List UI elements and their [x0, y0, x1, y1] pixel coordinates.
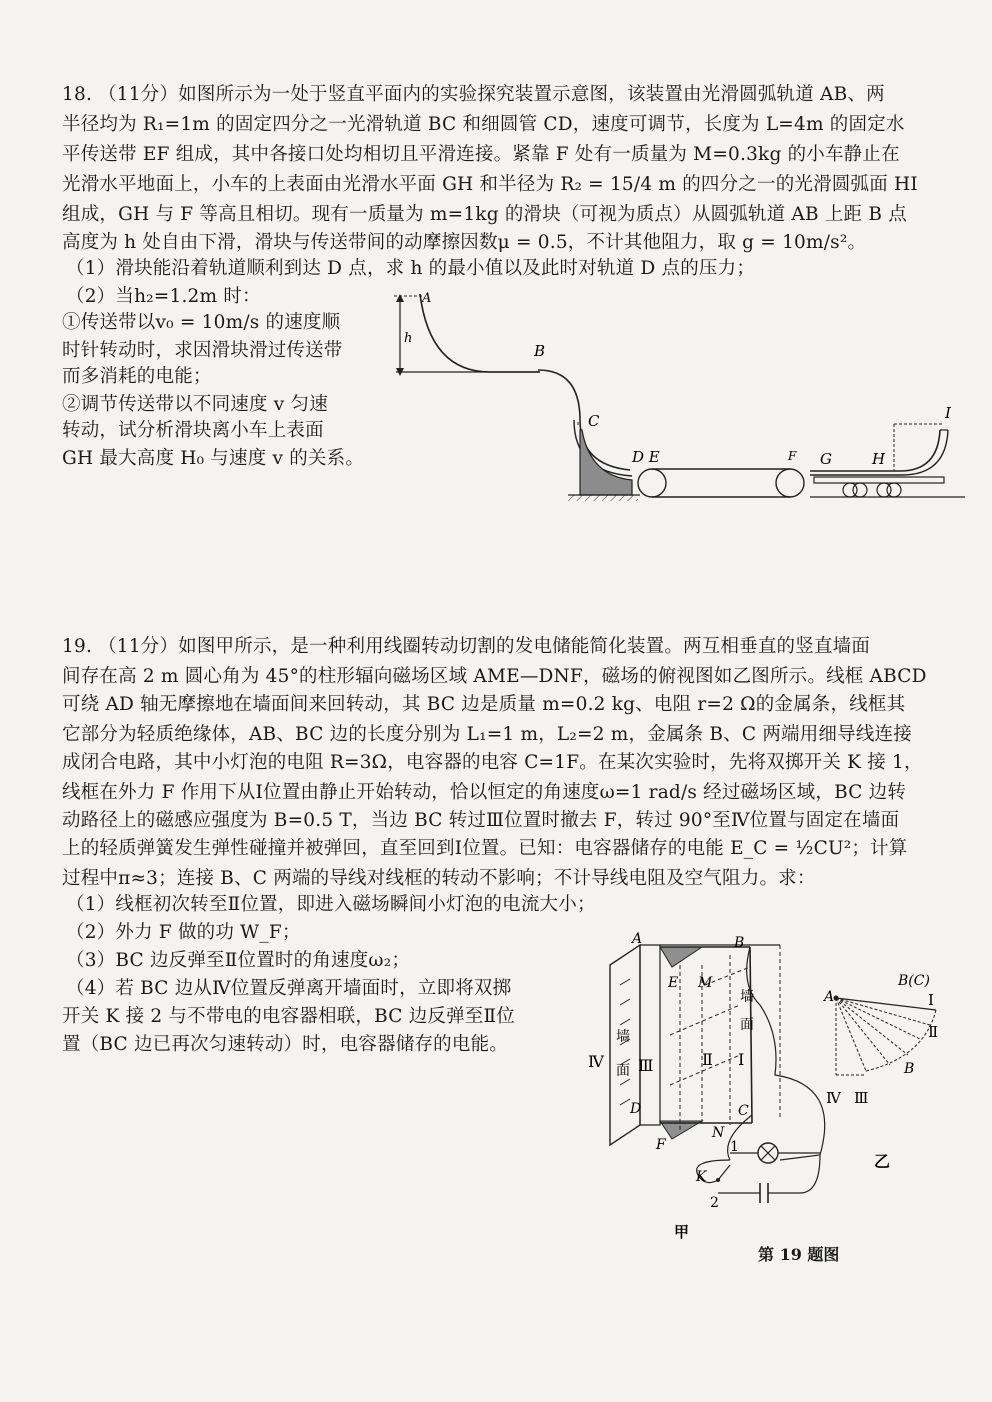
q18-line-3: 平传送带 EF 组成，其中各接口处均相切且平滑连接。紧靠 F 处有一质量为 M=0.3kg 的小车静止在 [62, 144, 900, 165]
jia-label-III: Ⅲ [638, 1056, 654, 1075]
yi-label-III: Ⅲ [854, 1089, 869, 1107]
figure-caption: 第 19 题图 [758, 1245, 840, 1264]
label-G: G [820, 450, 832, 468]
q18-sub-2b-l1: ②调节传送带以不同速度 v 匀速 [62, 394, 328, 415]
label-H: H [872, 450, 886, 468]
q19-line-9: 过程中π≈3；连接 B、C 两端的导线对线框的转动不影响；不计导线电阻及空气阻力。求： [62, 868, 816, 889]
q18-sub-2a-l2: 时针转动时，求因滑块滑过传送带 [62, 340, 343, 361]
label-I: I [945, 404, 951, 422]
q19-figure-yi [820, 965, 960, 1180]
q19-line-8: 上的轻质弹簧发生弹性碰撞并被弹回，直至回到Ⅰ位置。已知：电容器储存的电能 E_C = ½CU²；计算 [62, 838, 908, 859]
label-C: C [588, 412, 600, 430]
yi-label-IV: Ⅳ [826, 1089, 841, 1107]
jia-label-F: F [656, 1137, 666, 1153]
q19-line-7: 动路径上的磁感应强度为 B=0.5 T，当边 BC 转过Ⅲ位置时撤去 F，转过 90°至Ⅳ位置与固定在墙面 [62, 810, 900, 831]
jia-label-wall2: 面 [740, 1017, 754, 1033]
jia-label-E: E [668, 975, 679, 991]
q19-sub-4-l2: 开关 K 接 2 与不带电的电容器相联，BC 边反弹至Ⅱ位 [62, 1006, 515, 1027]
q18-line-5: 组成，GH 与 F 等高且相切。现有一质量为 m=1kg 的滑块（可视为质点）从圆弧轨道 AB 上距 B 点 [62, 204, 907, 225]
q19-line-5: 成闭合电路，其中小灯泡的电阻 R=3Ω，电容器的电容 C=1F。在某次实验时，先将双掷开关 K 接 1， [62, 752, 923, 773]
jia-label-II: Ⅱ [702, 1050, 713, 1069]
q18-line-6: 高度为 h 处自由下滑，滑块与传送带间的动摩擦因数μ = 0.5，不计其他阻力，取 g = 10m/s²。 [62, 232, 867, 253]
q19-sub-4-l1: （4）若 BC 边从Ⅳ位置反弹离开墙面时，立即将双掷 [66, 978, 512, 999]
yi-label-B: B [904, 1061, 915, 1077]
q19-line-6: 线框在外力 F 作用下从Ⅰ位置由静止开始转动，恰以恒定的角速度ω=1 rad/s 经过磁场区域，BC 边转 [62, 782, 907, 803]
q19-sub-3: （3）BC 边反弹至Ⅱ位置时的角速度ω₂； [66, 950, 411, 971]
jia-label-C: C [738, 1103, 749, 1119]
q18-line-1: 18. （11分）如图所示为一处于竖直平面内的实验探究装置示意图，该装置由光滑圆弧轨道 AB、两 [62, 84, 885, 105]
jia-label-D: D [630, 1101, 642, 1117]
jia-label-M: M [698, 975, 713, 991]
q18-track-diagram [390, 280, 970, 515]
q19-sub-1: （1）线框初次转至Ⅱ位置，即进入磁场瞬间小灯泡的电流大小； [66, 894, 596, 915]
q19-figure-jia [580, 925, 850, 1240]
yi-label-BC: B(C) [898, 973, 930, 989]
jia-label-wall3: 墙 [616, 1029, 630, 1045]
jia-label-I: Ⅰ [738, 1050, 745, 1069]
label-h: h [404, 331, 413, 346]
jia-label-2: 2 [710, 1195, 719, 1211]
q19-line-1: 19. （11分）如图甲所示，是一种利用线圈转动切割的发电储能简化装置。两互相垂直的竖直墙面 [62, 636, 871, 657]
jia-label-wall1: 墙 [740, 989, 754, 1005]
label-DE: D E [632, 448, 660, 466]
jia-label-1: 1 [730, 1139, 739, 1155]
q18-sub-2: （2）当h₂=1.2m 时： [66, 286, 261, 307]
jia-label-IV: Ⅳ [588, 1052, 604, 1071]
jia-label-A: A [632, 931, 643, 947]
jia-label-wall4: 面 [616, 1063, 630, 1079]
jia-label-K: K [696, 1169, 707, 1185]
q19-line-2: 间存在高 2 m 圆心角为 45°的柱形辐向磁场区域 AME—DNF，磁场的俯视图如乙图所示。线框 ABCD [62, 666, 927, 687]
jia-label-B: B [734, 935, 745, 951]
q19-line-4: 它部分为轻质绝缘体，AB、BC 边的长度分别为 L₁=1 m，L₂=2 m，金属条 B、C 两端用细导线连接 [62, 724, 912, 745]
label-F: F [788, 449, 797, 463]
yi-label-A: A [824, 989, 835, 1005]
q18-sub-2b-l3: GH 最大高度 H₀ 与速度 v 的关系。 [62, 448, 365, 469]
q18-line-2: 半径均为 R₁=1m 的固定四分之一光滑轨道 BC 和细圆管 CD，速度可调节，长度为 L=4m 的固定水 [62, 114, 905, 135]
q19-sub-4-l3: 置（BC 边已再次匀速转动）时，电容器储存的电能。 [62, 1034, 508, 1055]
q18-sub-2a-l1: ①传送带以v₀ = 10m/s 的速度顺 [62, 312, 341, 333]
q18-line-4: 光滑水平地面上，小车的上表面由光滑水平面 GH 和半径为 R₂ = 15/4 m 的四分之一的光滑圆弧面 HI [62, 174, 918, 195]
yi-caption: 乙 [874, 1152, 891, 1171]
jia-caption: 甲 [674, 1223, 690, 1240]
q19-line-3: 可绕 AD 轴无摩擦地在墙面间来回转动，其 BC 边是质量 m=0.2 kg、电阻 r=2 Ω的金属条，线框其 [62, 694, 906, 715]
q18-sub-1: （1）滑块能沿着轨道顺利到达 D 点，求 h 的最小值以及此时对轨道 D 点的压力； [66, 258, 756, 279]
yi-label-II: Ⅱ [928, 1023, 939, 1041]
label-B: B [534, 342, 546, 360]
q18-sub-2b-l2: 转动，试分析滑块离小车上表面 [62, 420, 324, 441]
label-A: A [422, 291, 432, 306]
yi-label-I: Ⅰ [928, 991, 934, 1009]
q18-sub-2a-l3: 而多消耗的电能； [62, 366, 212, 387]
jia-label-N: N [712, 1125, 725, 1141]
q19-sub-2: （2）外力 F 做的功 W_F； [66, 922, 301, 943]
